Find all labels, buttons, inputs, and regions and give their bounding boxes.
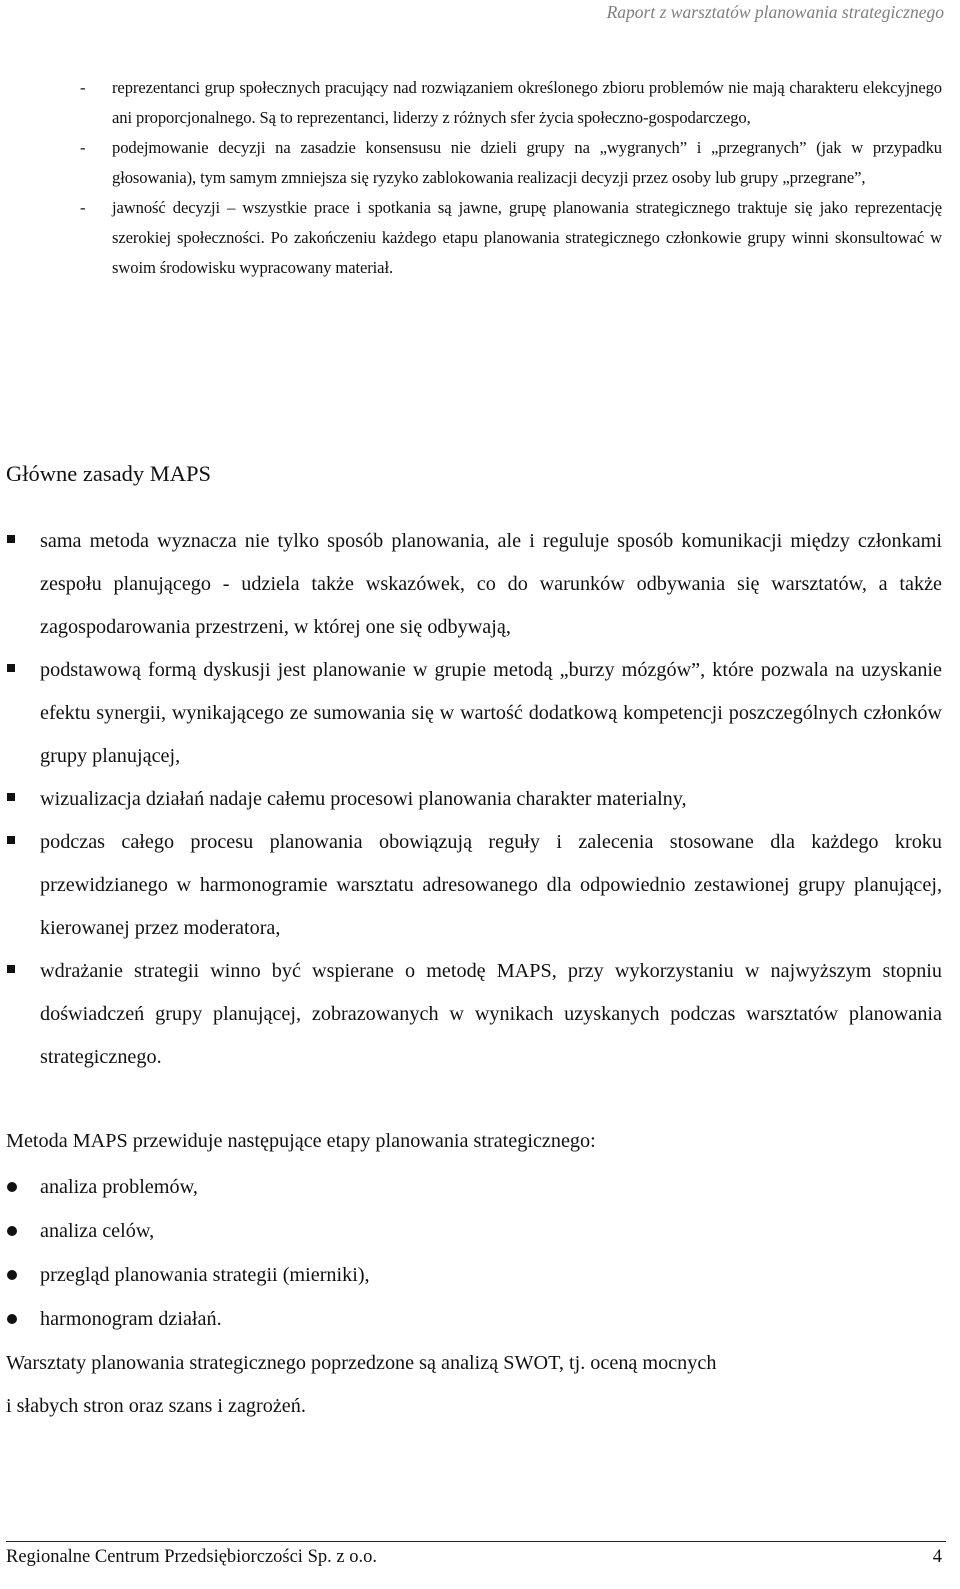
list-item [6,778,942,821]
footer-organization: Regionalne Centrum Przedsiębiorczości Sp. z o.o. [6,1547,377,1567]
swot-line-2: i słabych stron oraz szans i zagrożeń. [6,1395,306,1417]
list-item [6,1297,906,1341]
list-item-text: przegląd planowania strategii (mierniki), [40,1264,370,1286]
swot-line-1: Warsztaty planowania strategicznego poprzedzone są analizą SWOT, tj. oceną mocnych [6,1352,717,1374]
stages-list [6,1165,906,1341]
dash-marker: - [80,138,86,157]
list-item [80,73,942,133]
dash-list [80,73,942,283]
list-item-text: wizualizacja działań nadaje całemu procesowi planowania charakter materialny, [40,788,687,810]
list-item-text: analiza celów, [40,1220,155,1242]
principles-list [6,520,942,1079]
list-item [6,950,942,1079]
list-item-text: podstawową formą dyskusji jest planowanie w grupie metodą „burzy mózgów”, które pozwala na uzyskanie efektu synergii, wynikającego ze sumowania się w wartość dodatkową kompetencji poszczególnych członków grupy planującej, [40,659,942,767]
square-bullet-icon [7,793,15,801]
dash-marker: - [80,78,86,97]
round-bullet-icon [7,1226,17,1236]
square-bullet-icon [7,836,15,844]
list-item-text: sama metoda wyznacza nie tylko sposób planowania, ale i reguluje sposób komunikacji między członkami zespołu planującego - udziela także wskazówek, co do warunków odbywania się warsztatów, a także zagospodarowania przestrzeni, w której one się odbywają, [40,530,942,638]
list-item-text: podejmowanie decyzji na zasadzie konsensusu nie dzieli grupy na „wygranych” i „przegranych” (jak w przypadku głosowania), tym samym zmniejsza się ryzyko zablokowania realizacji decyzji przez osoby lub grupy „przegrane”, [112,138,942,187]
round-bullet-icon [7,1182,17,1192]
dash-marker: - [80,198,86,217]
list-item [6,520,942,649]
list-item-text: reprezentanci grup społecznych pracujący nad rozwiązaniem określonego zbioru problemów nie mają charakteru elekcyjnego ani proporcjonalnego. Są to reprezentanci, liderzy z różnych sfer życia społeczno-gospodarczego, [112,78,942,127]
list-item-text: jawność decyzji – wszystkie prace i spotkania są jawne, grupę planowania strategicznego traktuje się jako reprezentację szerokiej społeczności. Po zakończeniu każdego etapu planowania strategicznego członkowie grupy winni skonsultować w swoim środowisku wypracowany materiał. [112,198,942,277]
list-item [6,1253,906,1297]
list-item-text: analiza problemów, [40,1176,198,1198]
stages-intro: Metoda MAPS przewiduje następujące etapy planowania strategicznego: [6,1130,596,1152]
round-bullet-icon [7,1270,17,1280]
page-number: 4 [932,1547,942,1567]
list-item-text: harmonogram działań. [40,1308,222,1330]
square-bullet-icon [7,965,15,973]
list-item [80,193,942,283]
swot-paragraph [6,1342,926,1428]
list-item [6,821,942,950]
list-item [80,133,942,193]
list-item-text: podczas całego procesu planowania obowiązują reguły i zalecenia stosowane dla każdego kroku przewidzianego w harmonogramie warsztatu adresowanego dla odpowiednio zestawionej grupy planującej, kierowanej przez moderatora, [40,831,942,939]
round-bullet-icon [7,1314,17,1324]
list-item [6,1165,906,1209]
square-bullet-icon [7,535,15,543]
list-item [6,1209,906,1253]
section-title: Główne zasady MAPS [6,461,211,486]
running-header: Raport z warsztatów planowania strategicznego [606,2,944,22]
footer-divider [6,1541,946,1542]
square-bullet-icon [7,664,15,672]
list-item-text: wdrażanie strategii winno być wspierane o metodę MAPS, przy wykorzystaniu w najwyższym stopniu doświadczeń grupy planującej, zobrazowanych w wynikach uzyskanych podczas warsztatów planowania strategicznego. [40,960,942,1068]
list-item [6,649,942,778]
